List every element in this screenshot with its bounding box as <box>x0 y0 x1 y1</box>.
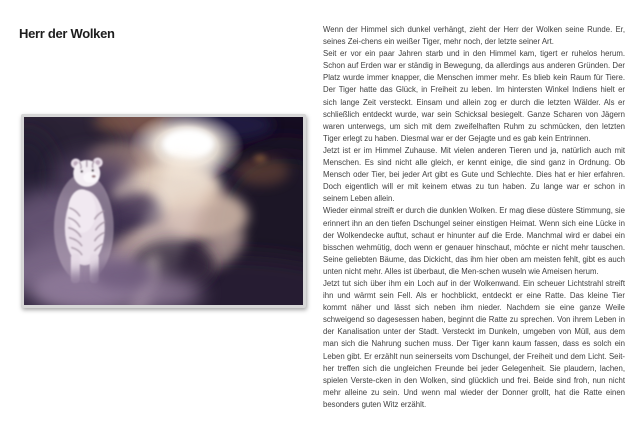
story-paragraph: Wenn der Himmel sich dunkel verhängt, zieht der Herr der Wolken seine Runde. Er, seines Zei-chens ein weißer Tiger, mehr noch, der letzte seiner Art. <box>323 25 625 47</box>
page-title: Herr der Wolken <box>19 26 115 41</box>
story-text-column <box>323 24 625 411</box>
story-paragraph: Seit er vor ein paar Jahren starb und in den Himmel kam, tigert er ruhelos herum. Schon auf Erden war er ständig in Bewegung, da allerdings aus anderen Gründen. Der Platz wurde immer knapper, die Menschen immer mehr. Es blieb kein Raum für Tiere. Der Tiger hatte das Glück, in Freiheit zu leben. Im hintersten Winkel Indiens hielt er sich lange Zeit versteckt. Einsam und allein zog er durch die letzten Wälder. Als er schließlich entdeckt wurde, war sein Schicksal besiegelt. Ganze Scharen von Jägern waren unterwegs, um sich mit dem zweifelhaften Ruhm zu schmücken, den letzten Tiger erlegt zu haben. Diesmal war er der Gejagte und es gab kein Entrinnen. <box>323 49 625 143</box>
tiger-photo-frame <box>21 114 306 308</box>
story-paragraph: Wieder einmal streift er durch die dunklen Wolken. Er mag diese düstere Stimmung, sie erinnert ihn an den tiefen Dschungel seiner einstigen Heimat. Wenn sich eine Lücke in der Wolkendecke auftut, schaut er hinunter auf die Erde. Manchmal wird er dabei ein bisschen wehmütig, doch wenn er genauer hinschaut, möchte er nicht mehr tauschen. Seine geliebten Bäume, das Dickicht, das ihm hier oben am meisten fehlt, gibt es auch unten nicht mehr. Alles ist überbaut, die Men-schen wuseln wie Ameisen herum. <box>323 206 625 276</box>
story-paragraph: Jetzt ist er im Himmel Zuhause. Mit vielen anderen Tieren und ja, natürlich auch mit Menschen. Es sind nicht alle gleich, er kennt einige, die sind ganz in Ordnung. Ob Mensch oder Tier, bei jeder Art gibt es Gute und Schlechte. Dies hat er hier erfahren. Doch eigentlich will er mit keinem etwas zu tun haben. Zu lange war er schon in seinem Leben allein. <box>323 145 625 204</box>
story-paragraph: Jetzt tut sich über ihm ein Loch auf in der Wolkenwand. Ein scheuer Lichtstrahl streift ihn und wärmt sein Fell. Als er hochblickt, entdeckt er eine Ratte. Das kleine Tier kommt näher und lässt sich neben ihm nieder. Nachdem sie eine ganze Weile schweigend so dagesessen haben, beginnt die Ratte zu sprechen. Von ihrem Leben in der Kanalisation unter der Stadt. Versteckt im Dunkeln, umgeben von Müll, aus dem man sich die Nahrung suchen muss. Der Tiger kann kaum fassen, dass es solch ein Leben gibt. Er erzählt nun seinerseits vom Dschungel, der Freiheit und dem Licht. Seit-her treffen sich die ungleichen Freunde bei jeder Gelegenheit. Sie plaudern, lachen, spielen Verste-cken in den Wolken, sind glücklich und frei. Beide sind froh, nun nicht mehr alleine zu sein. Und wenn mal wieder der Donner grollt, hat die Ratte einen besonders guten Witz erzählt. <box>323 278 625 409</box>
white-tiger-clouds-image <box>24 117 303 305</box>
